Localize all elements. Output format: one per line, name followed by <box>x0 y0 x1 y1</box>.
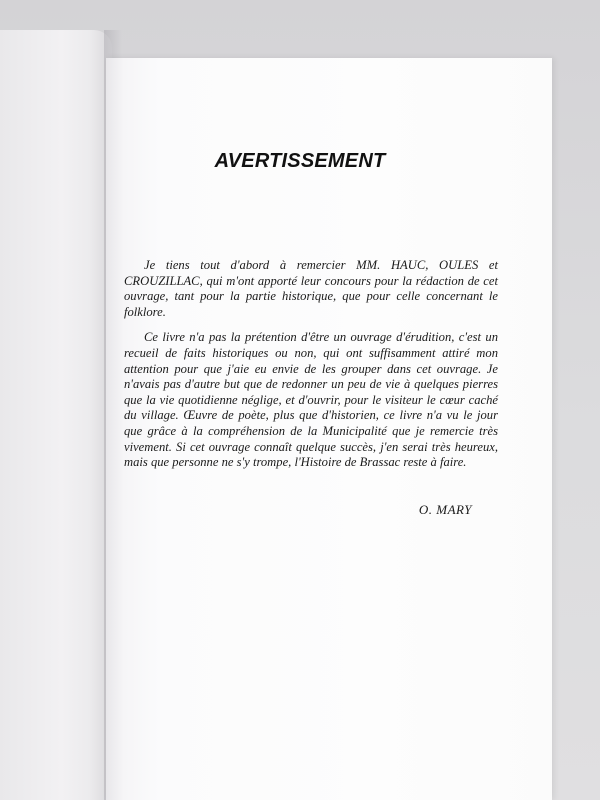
author-signature: O. MARY <box>418 502 472 517</box>
paragraph-purpose: Ce livre n'a pas la prétention d'être un ouvrage d'érudition, c'est un recueil de faits historiques ou non, qui ont suffisamment attiré mon attention pour que j'aie eu envie de les grouper dans cet ouvrage. Je n'avais pas d'autre but que de redonner un peu de vie à quelques pierres que la vie quotidienne néglige, et d'ouvrir, pour le visiteur le cœur caché du village. Œuvre de poète, plus que d'historien, ce livre n'a vu le jour que grâce à la compréhension de la Municipalité que je remercie très vivement. Si cet ouvrage connaît quelque succès, j'en serai très heureux, mais que personne ne s'y trompe, l'Histoire de Brassac reste à faire. <box>124 330 498 470</box>
page-heading: AVERTISSEMENT <box>214 150 386 172</box>
foreword-text <box>124 258 498 481</box>
paragraph-acknowledgements: Je tiens tout d'abord à remercier MM. HAUC, OULES et CROUZILLAC, qui m'ont apporté leur concours pour la rédaction de cet ouvrage, tant pour la partie historique, que pour celle concernant le folklore. <box>124 258 498 319</box>
left-page <box>0 30 112 800</box>
